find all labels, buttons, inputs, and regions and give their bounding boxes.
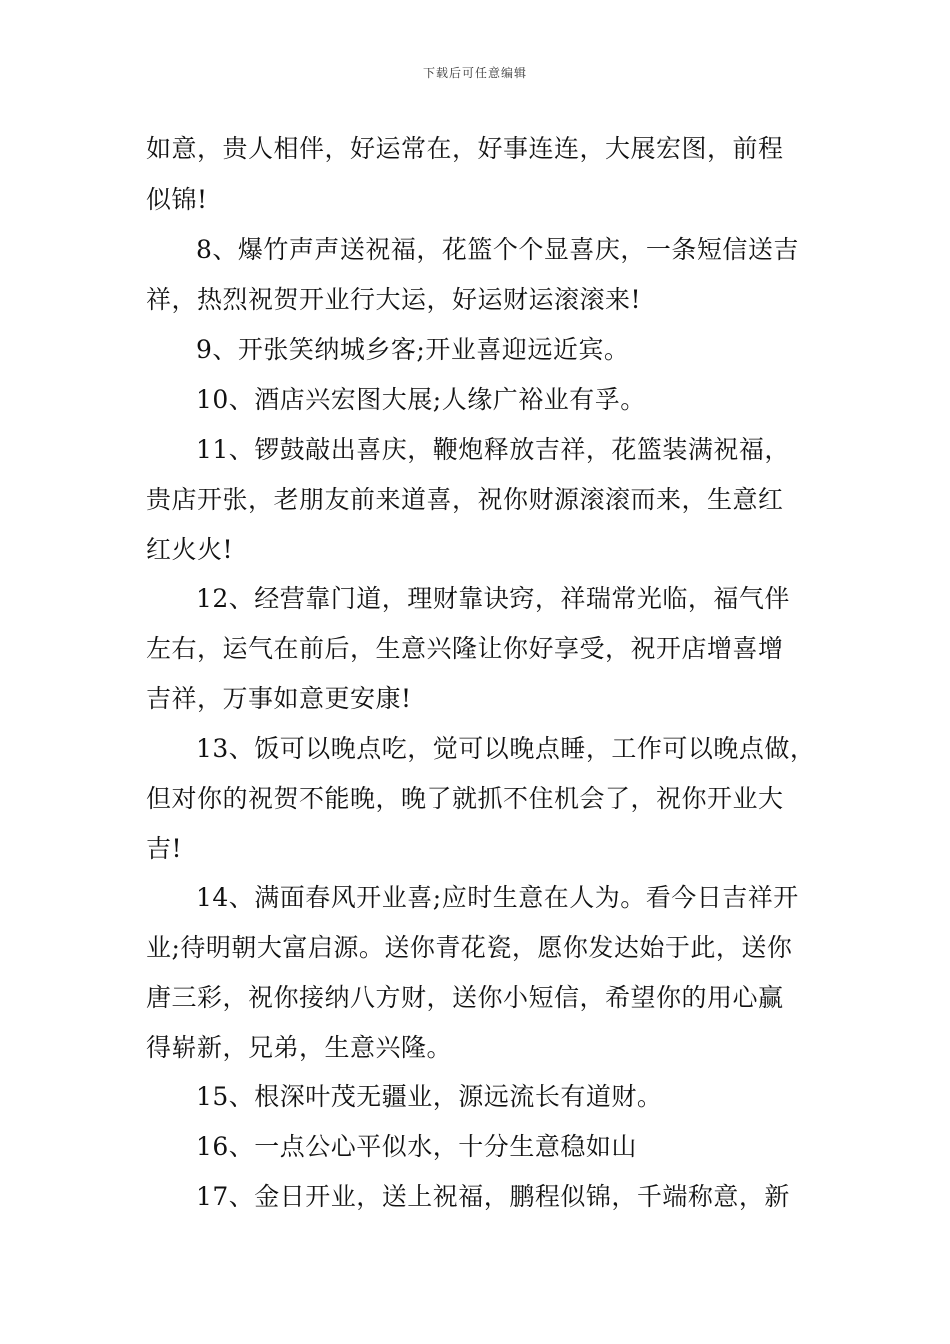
text-line: 吉祥，万事如意更安康! <box>146 684 412 713</box>
text-line: 11、锣鼓敲出喜庆，鞭炮释放吉祥，花篮装满祝福， <box>196 435 790 464</box>
text-line: 12、经营靠门道，理财靠诀窍，祥瑞常光临，福气伴 <box>196 584 790 613</box>
page-header: 下载后可任意编辑 <box>422 66 527 80</box>
text-line: 红火火! <box>146 535 234 564</box>
text-line: 13、饭可以晚点吃，觉可以晚点睡，工作可以晚点做， <box>196 734 816 763</box>
text-line: 15、根深叶茂无疆业，源远流长有道财。 <box>196 1082 663 1111</box>
text-line: 吉! <box>146 834 183 863</box>
text-line: 贵店开张，老朋友前来道喜，祝你财源滚滚而来，生意红 <box>146 485 784 514</box>
text-line: 祥，热烈祝贺开业行大运，好运财运滚滚来! <box>146 285 642 314</box>
text-line: 如意，贵人相伴，好运常在，好事连连，大展宏图，前程 <box>146 134 784 163</box>
text-line: 似锦! <box>146 185 208 214</box>
text-line: 左右，运气在前后，生意兴隆让你好享受，祝开店增喜增 <box>146 634 784 663</box>
text-line: 唐三彩，祝你接纳八方财，送你小短信，希望你的用心赢 <box>146 983 784 1012</box>
text-line: 14、满面春风开业喜;应时生意在人为。看今日吉祥开 <box>196 883 799 912</box>
text-line: 10、酒店兴宏图大展;人缘广裕业有孚。 <box>196 385 646 414</box>
text-line: 但对你的祝贺不能晚，晚了就抓不住机会了，祝你开业大 <box>146 784 784 813</box>
text-line: 17、金日开业，送上祝福，鹏程似锦，千端称意，新 <box>196 1182 790 1211</box>
text-line: 16、一点公心平似水，十分生意稳如山 <box>196 1132 637 1161</box>
text-line: 业;待明朝大富启源。送你青花瓷，愿你发达始于此，送你 <box>146 933 793 962</box>
text-line: 9、开张笑纳城乡客;开业喜迎远近宾。 <box>196 335 630 364</box>
text-line: 8、爆竹声声送祝福，花篮个个显喜庆，一条短信送吉 <box>196 235 799 264</box>
text-line: 得崭新，兄弟，生意兴隆。 <box>146 1033 453 1062</box>
